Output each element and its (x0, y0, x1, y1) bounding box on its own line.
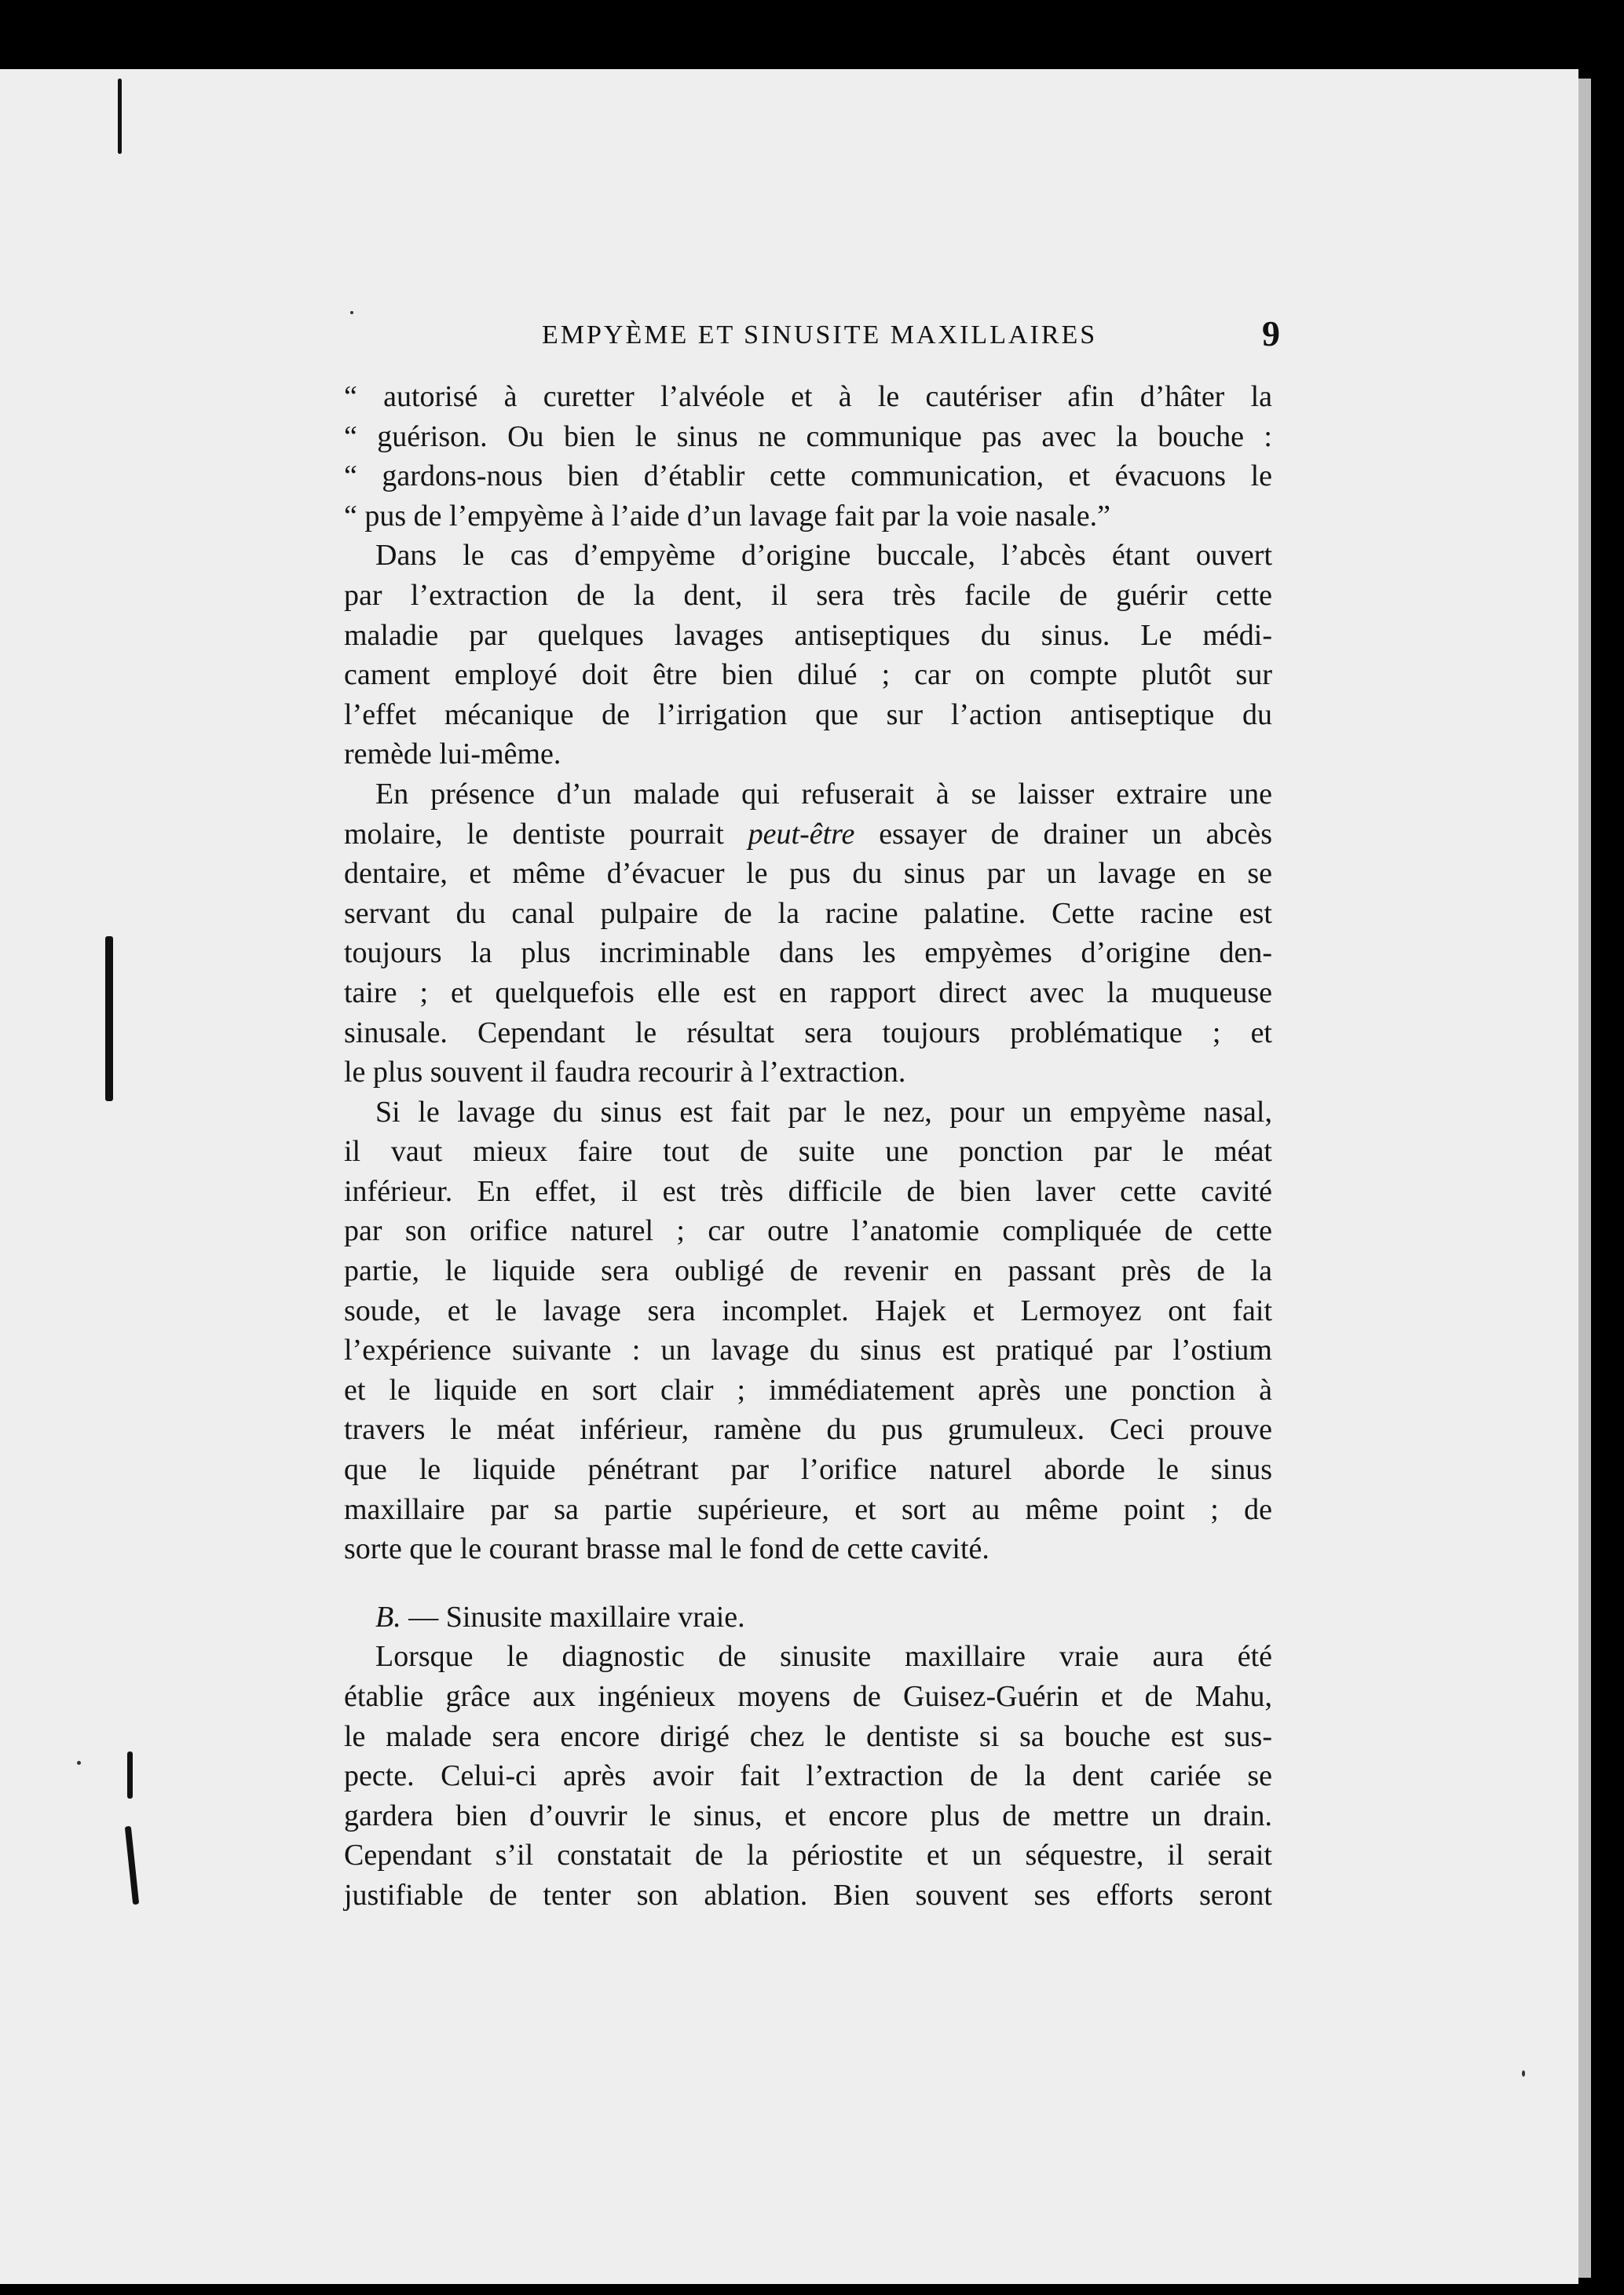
text-line: par l’extraction de la dent, il sera très facile de guérir cette (344, 578, 1272, 612)
text-line: Si le lavage du sinus est fait par le nez, pour un empyème nasal, (375, 1095, 1272, 1129)
italic-phrase: peut-être (748, 817, 855, 851)
section-title: — Sinusite maxillaire vraie. (408, 1600, 745, 1634)
text-line: soude, et le lavage sera incomplet. Hajek et Lermoyez ont fait (344, 1294, 1272, 1327)
text-line: “ guérison. Ou bien le sinus ne communique pas avec la bouche : (344, 419, 1272, 453)
text-line: et le liquide en sort clair ; immédiatement après une ponction à (344, 1373, 1272, 1407)
text-line: l’expérience suivante : un lavage du sinus est pratiqué par l’ostium (344, 1334, 1272, 1367)
text-line: l’effet mécanique de l’irrigation que sur l’action antiseptique du (344, 697, 1272, 731)
text-line: que le liquide pénétrant par l’orifice naturel aborde le sinus (344, 1453, 1272, 1487)
page-number: 9 (1262, 313, 1280, 353)
text-line: pecte. Celui-ci après avoir fait l’extraction de la dent cariée se (344, 1759, 1272, 1793)
text-line: par son orifice naturel ; car outre l’anatomie compliquée de cette (344, 1214, 1272, 1248)
text-segment: molaire, le dentiste pourrait (344, 817, 724, 851)
text-line: taire ; et quelquefois elle est en rapport direct avec la muqueuse (344, 975, 1272, 1009)
text-line: toujours la plus incriminable dans les empyèmes d’origine den- (344, 936, 1272, 970)
paragraph (344, 774, 1272, 1093)
text-segment: essayer de drainer un abcès (879, 817, 1273, 851)
text-line: partie, le liquide sera oubligé de revenir en passant près de la (344, 1254, 1272, 1288)
text-line: maladie par quelques lavages antiseptiques du sinus. Le médi- (344, 618, 1272, 652)
text-line: servant du canal pulpaire de la racine palatine. Cette racine est (344, 896, 1272, 930)
page-edge (1578, 79, 1591, 2278)
page-header (542, 313, 1280, 357)
text-line: sinusale. Cependant le résultat sera toujours problématique ; et (344, 1016, 1272, 1049)
paragraph (344, 1637, 1272, 1915)
body-text (344, 377, 1272, 1916)
speck (350, 311, 353, 314)
text-line: Dans le cas d’empyème d’origine buccale, l’abcès étant ouvert (375, 539, 1272, 573)
text-line: justifiable de tenter son ablation. Bien souvent ses efforts seront (344, 1878, 1272, 1912)
text-line: “ autorisé à curetter l’alvéole et à le cautériser afin d’hâter la (344, 380, 1272, 413)
text-line: “ gardons-nous bien d’établir cette communication, et évacuons le (344, 459, 1272, 493)
binding-mark (118, 79, 122, 154)
text-line: “ pus de l’empyème à l’aide d’un lavage fait par la voie nasale.” (344, 499, 1110, 533)
text-line: le malade sera encore dirigé chez le dentiste si sa bouche est sus- (344, 1719, 1272, 1753)
text-line: le plus souvent il faudra recourir à l’extraction. (344, 1056, 906, 1089)
running-title: EMPYÈME ET SINUSITE MAXILLAIRES (542, 320, 1098, 350)
binding-mark (127, 1751, 133, 1799)
text-line: travers le méat inférieur, ramène du pus grumuleux. Ceci prouve (344, 1413, 1272, 1447)
paragraph (344, 1093, 1272, 1569)
text-line: remède lui-même. (344, 738, 561, 771)
text-line: En présence d’un malade qui refuserait à se laisser extraire une (375, 777, 1272, 811)
text-line: établie grâce aux ingénieux moyens de Guisez-Guérin et de Mahu, (344, 1680, 1272, 1713)
section-heading (344, 1598, 1272, 1638)
speck (1522, 2070, 1525, 2077)
binding-mark (105, 936, 113, 1101)
text-line: Lorsque le diagnostic de sinusite maxillaire vraie aura été (375, 1640, 1272, 1674)
text-line: gardera bien d’ouvrir le sinus, et encore plus de mettre un drain. (344, 1799, 1272, 1832)
text-line: il vaut mieux faire tout de suite une ponction par le méat (344, 1135, 1272, 1169)
speck (77, 1761, 81, 1765)
text-line: dentaire, et même d’évacuer le pus du sinus par un lavage en se (344, 857, 1272, 891)
paragraph (344, 536, 1272, 774)
text-line: Cependant s’il constatait de la périostite et un séquestre, il serait (344, 1839, 1272, 1872)
text-line: cament employé doit être bien dilué ; car on compte plutôt sur (344, 658, 1272, 692)
text-line-with-italic (344, 814, 1272, 855)
section-label: B. (375, 1600, 401, 1634)
paragraph (344, 377, 1272, 536)
text-line: inférieur. En effet, il est très difficile de bien laver cette cavité (344, 1174, 1272, 1208)
text-line: sorte que le courant brasse mal le fond de cette cavité. (344, 1532, 989, 1566)
section-gap (344, 1569, 1272, 1598)
text-line: maxillaire par sa partie supérieure, et sort au même point ; de (344, 1492, 1272, 1526)
